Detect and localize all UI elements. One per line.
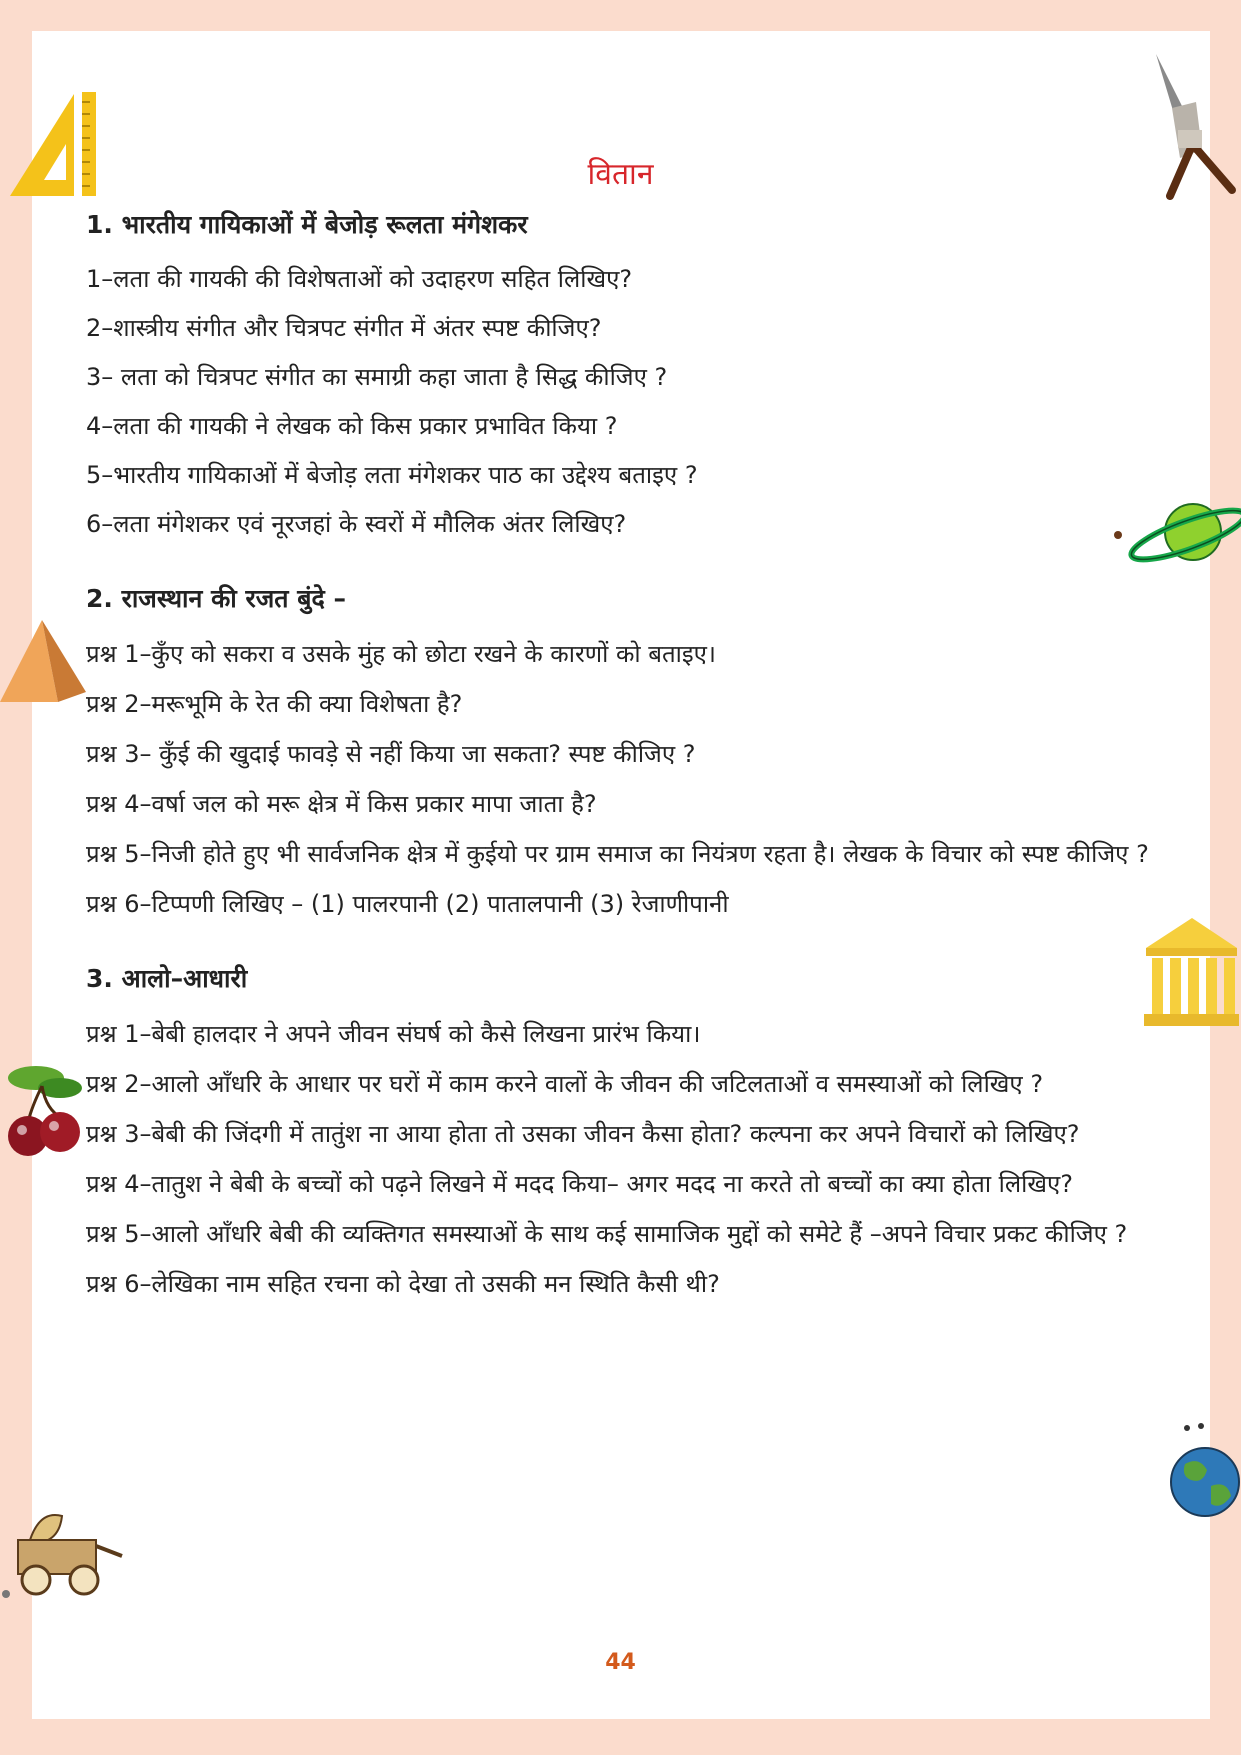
temple-icon [1142,914,1241,1029]
question-item: 5–भारतीय गायिकाओं में बेजोड़ लता मंगेशकर पाठ का उद्देश्य बताइए ? [86,461,698,489]
question-item: प्रश्न 1–बेबी हालदार ने अपने जीवन संघर्ष को कैसे लिखना प्रारंभ किया। [86,1020,701,1048]
question-item: 2–शास्त्रीय संगीत और चित्रपट संगीत में अंतर स्पष्ट कीजिए? [86,314,602,342]
question-item: प्रश्न 3– कुँई की खुदाई फावड़े से नहीं किया जा सकता? स्पष्ट कीजिए ? [86,740,696,768]
section-heading: 3. आलो–आधारी [86,964,248,993]
question-item: 6–लता मंगेशकर एवं नूरजहां के स्वरों में मौलिक अंतर लिखिए? [86,510,627,538]
section-spacer [86,549,1150,579]
page-title: वितान [587,157,654,192]
question-item: प्रश्न 2–आलो आँधरि के आधार पर घरों में काम करने वालों के जीवन की जटिलताओं व समस्याओं को लिखिए ? [86,1070,1044,1098]
question-item: प्रश्न 1–कुँए को सकरा व उसके मुंह को छोटा रखने के कारणों को बताइए। [86,640,716,668]
question-item: प्रश्न 4–तातुश ने बेबी के बच्चों को पढ़ने लिखने में मदद किया– अगर मदद ना करते तो बच्चों का क्या होता लिखिए? [86,1170,1074,1198]
cart-icon [0,1500,128,1600]
pyramid-icon [0,618,88,704]
question-item: प्रश्न 6–टिप्पणी लिखिए – (1) पालरपानी (2) पातालपानी (3) रेजाणीपानी [86,890,729,918]
question-item: प्रश्न 5–आलो आँधरि बेबी की व्यक्तिगत समस्याओं के साथ कई सामाजिक मुद्दों को समेटे हैं –अपने विचार प्रकट कीजिए ? [86,1220,1128,1248]
globe-icon [1165,1420,1241,1520]
cherries-icon [2,1060,88,1166]
question-item: 4–लता की गायकी ने लेखक को किस प्रकार प्रभावित किया ? [86,412,618,440]
page-number: 44 [605,1650,636,1675]
question-item: 3– लता को चित्रपट संगीत का समाग्री कहा जाता है सिद्ध कीजिए ? [86,363,668,391]
question-item: प्रश्न 3–बेबी की जिंदगी में तातुंश ना आया होता तो उसका जीवन कैसा होता? कल्पना कर अपने विचारों को लिखिए? [86,1120,1080,1148]
section-spacer [86,929,1150,959]
section-heading: 2. राजस्थान की रजत बुंदे – [86,584,346,613]
section-heading: 1. भारतीय गायिकाओं में बेजोड़ रूलता मंगेशकर [86,210,528,239]
question-content [86,205,1150,1309]
question-item: प्रश्न 2–मरूभूमि के रेत की क्या विशेषता है? [86,690,463,718]
section-rajasthan [86,579,1150,929]
question-item: प्रश्न 6–लेखिका नाम सहित रचना को देखा तो उसकी मन स्थिति कैसी थी? [86,1270,720,1298]
section-lata-mangeshkar [86,205,1150,549]
question-item: प्रश्न 4–वर्षा जल को मरू क्षेत्र में किस प्रकार मापा जाता है? [86,790,597,818]
question-item: प्रश्न 5–निजी होते हुए भी सार्वजनिक क्षेत्र में कुईयो पर ग्राम समाज का नियंत्रण रहता है। लेखक के विचार को स्पष्ट कीजिए ? [86,840,1149,868]
section-aalo-aandhari [86,959,1150,1309]
question-item: 1–लता की गायकी की विशेषताओं को उदाहरण सहित लिखिए? [86,265,633,293]
